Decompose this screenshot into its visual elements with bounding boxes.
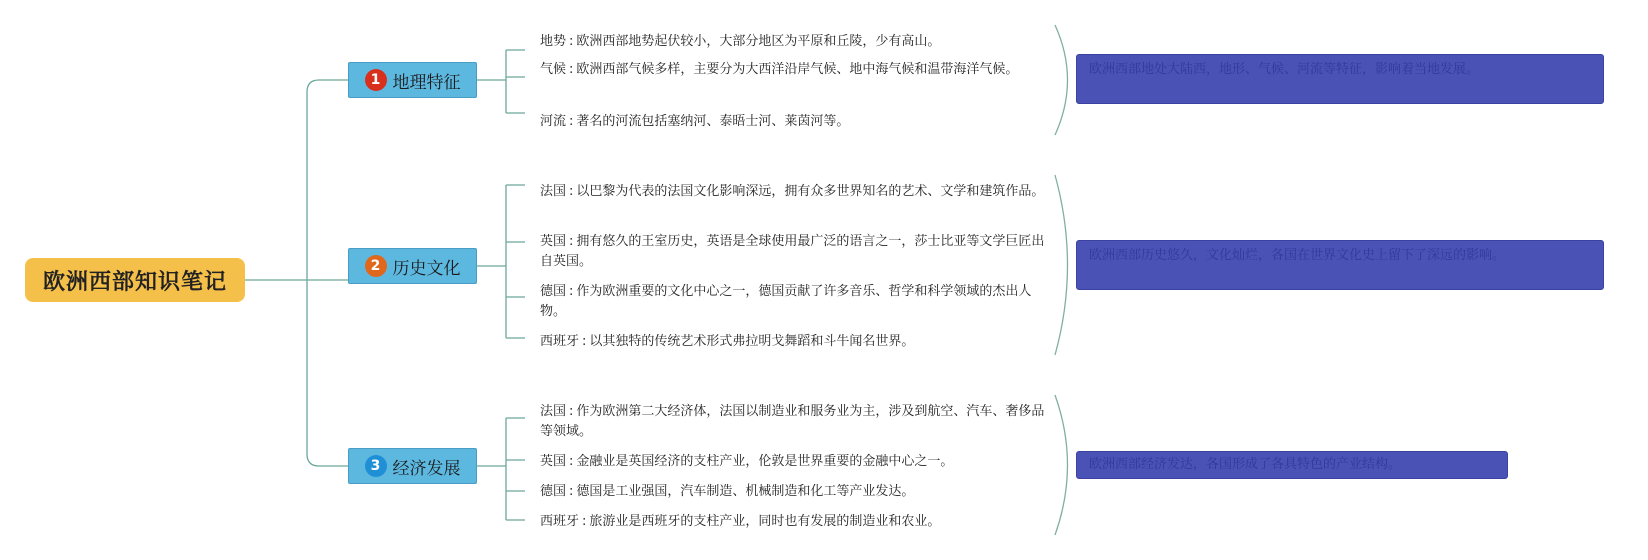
leaf-germany-culture[interactable] bbox=[540, 282, 1045, 322]
leaf-key: 西班牙 bbox=[540, 514, 580, 529]
leaf-uk-economy[interactable] bbox=[540, 452, 1045, 472]
leaf-separator: : bbox=[582, 514, 587, 529]
summary-text: 欧洲西部经济发达，各国形成了各具特色的产业结构。 bbox=[1089, 457, 1402, 472]
branch-title: 历史文化 bbox=[392, 258, 461, 279]
leaf-climate[interactable] bbox=[540, 60, 1045, 80]
leaf-text: 欧洲西部气候多样，主要分为大西洋沿岸气候、地中海气候和温带海洋气候。 bbox=[576, 62, 1019, 77]
leaf-key: 地势 bbox=[540, 34, 567, 49]
leaf-text: 作为欧洲重要的文化中心之一，德国贡献了许多音乐、哲学和科学领域的杰出人物。 bbox=[540, 284, 1032, 319]
leaf-key: 英国 bbox=[540, 454, 567, 469]
leaf-text: 金融业是英国经济的支柱产业，伦敦是世界重要的金融中心之一。 bbox=[576, 454, 954, 469]
leaf-uk-culture[interactable] bbox=[540, 232, 1045, 272]
connector-trunk bbox=[307, 80, 348, 466]
summary-economy[interactable] bbox=[1076, 451, 1508, 479]
summary-text: 欧洲西部地处大陆西，地形、气候、河流等特征，影响着当地发展。 bbox=[1089, 62, 1480, 77]
leaf-key: 法国 bbox=[540, 184, 567, 199]
summary-history-culture[interactable] bbox=[1076, 240, 1604, 290]
leaf-text: 拥有悠久的王室历史，英语是全球使用最广泛的语言之一，莎士比亚等文学巨匠出自英国。 bbox=[540, 234, 1045, 269]
leaf-text: 旅游业是西班牙的支柱产业，同时也有发展的制造业和农业。 bbox=[589, 514, 941, 529]
leaf-text: 著名的河流包括塞纳河、泰晤士河、莱茵河等。 bbox=[576, 114, 850, 129]
summary-text: 欧洲西部历史悠久，文化灿烂，各国在世界文化史上留下了深远的影响。 bbox=[1089, 248, 1506, 263]
leaf-text: 欧洲西部地势起伏较小，大部分地区为平原和丘陵，少有高山。 bbox=[576, 34, 941, 49]
leaf-text: 以其独特的传统艺术形式弗拉明戈舞蹈和斗牛闻名世界。 bbox=[589, 334, 915, 349]
leaf-france-culture[interactable] bbox=[540, 182, 1045, 202]
summary-bracket-3 bbox=[1055, 395, 1068, 535]
branch-title: 经济发展 bbox=[392, 458, 461, 479]
summary-bracket-2 bbox=[1055, 175, 1068, 355]
leaf-key: 河流 bbox=[540, 114, 567, 129]
leaf-separator: : bbox=[569, 404, 574, 419]
number-3-icon: 3 bbox=[365, 455, 387, 477]
connector-branch-1 bbox=[477, 50, 525, 113]
connector-branch-3 bbox=[477, 418, 525, 520]
leaf-terrain[interactable] bbox=[540, 32, 1045, 52]
leaf-key: 英国 bbox=[540, 234, 567, 249]
leaf-text: 以巴黎为代表的法国文化影响深远，拥有众多世界知名的艺术、文学和建筑作品。 bbox=[576, 184, 1045, 199]
number-2-icon: 2 bbox=[365, 255, 387, 277]
leaf-separator: : bbox=[569, 484, 574, 499]
leaf-separator: : bbox=[569, 34, 574, 49]
leaf-france-economy[interactable] bbox=[540, 402, 1045, 442]
leaf-separator: : bbox=[569, 284, 574, 299]
connector-branch-2 bbox=[477, 185, 525, 338]
root-topic[interactable] bbox=[25, 258, 245, 302]
leaf-germany-economy[interactable] bbox=[540, 482, 1045, 502]
leaf-separator: : bbox=[569, 114, 574, 129]
leaf-key: 德国 bbox=[540, 484, 567, 499]
leaf-text: 作为欧洲第二大经济体，法国以制造业和服务业为主，涉及到航空、汽车、奢侈品等领域。 bbox=[540, 404, 1045, 439]
branch-history-culture[interactable] bbox=[348, 248, 477, 284]
leaf-key: 气候 bbox=[540, 62, 567, 77]
leaf-key: 德国 bbox=[540, 284, 567, 299]
number-1-icon: 1 bbox=[365, 69, 387, 91]
leaf-separator: : bbox=[582, 334, 587, 349]
leaf-spain-culture[interactable] bbox=[540, 332, 1045, 352]
leaf-separator: : bbox=[569, 454, 574, 469]
leaf-spain-economy[interactable] bbox=[540, 512, 1045, 532]
root-title: 欧洲西部知识笔记 bbox=[42, 269, 227, 295]
summary-bracket-1 bbox=[1055, 25, 1068, 135]
leaf-separator: : bbox=[569, 234, 574, 249]
branch-title: 地理特征 bbox=[392, 72, 461, 93]
leaf-rivers[interactable] bbox=[540, 112, 1045, 132]
branch-economy[interactable] bbox=[348, 448, 477, 484]
leaf-key: 法国 bbox=[540, 404, 567, 419]
leaf-text: 德国是工业强国，汽车制造、机械制造和化工等产业发达。 bbox=[576, 484, 915, 499]
branch-geography[interactable] bbox=[348, 62, 477, 98]
summary-geography[interactable] bbox=[1076, 54, 1604, 104]
leaf-separator: : bbox=[569, 184, 574, 199]
leaf-key: 西班牙 bbox=[540, 334, 580, 349]
leaf-separator: : bbox=[569, 62, 574, 77]
